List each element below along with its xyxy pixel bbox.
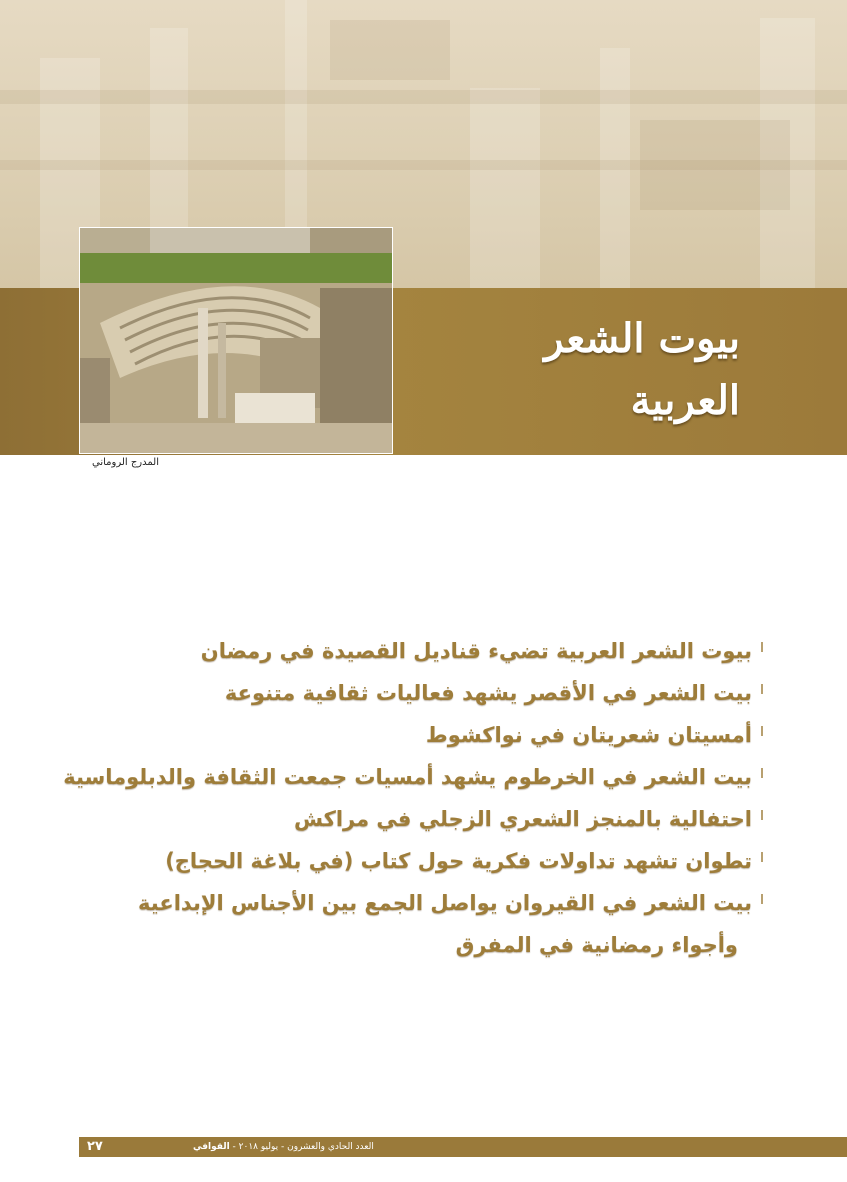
list-item: بيت الشعر في الأقصر يشهد فعاليات ثقافية متنوعة [70,672,770,714]
list-item: بيوت الشعر العربية تضيء قناديل القصيدة في رمضان [70,630,770,672]
page-title [480,308,740,432]
issue-info: العدد الحادي والعشرون - يوليو ٢٠١٨ - [232,1142,374,1152]
photo-caption: المدرج الروماني [91,457,159,468]
magazine-brand: القوافي [193,1142,230,1152]
list-item: بيت الشعر في الخرطوم يشهد أمسيات جمعت الثقافة والدبلوماسية [70,756,770,798]
title-line-2: العربية [630,377,740,424]
footer-issue-text [189,1139,374,1155]
list-item-continuation: وأجواء رمضانية في المفرق [455,933,738,957]
list-item: احتفالية بالمنجز الشعري الزجلي في مراكش [70,798,770,840]
list-item: تطوان تشهد تداولات فكرية حول كتاب (في بلاغة الحجاج) [70,840,770,882]
title-line-1: بيوت الشعر [544,315,740,362]
list-item: أمسيتان شعريتان في نواكشوط [70,714,770,756]
roman-amphitheater-photo [79,227,393,454]
footer-bar [79,1137,847,1157]
contents-list [63,630,770,966]
list-item: بيت الشعر في القيروان يواصل الجمع بين الأجناس الإبداعية [70,882,770,924]
page-number: ٢٧ [87,1139,103,1154]
